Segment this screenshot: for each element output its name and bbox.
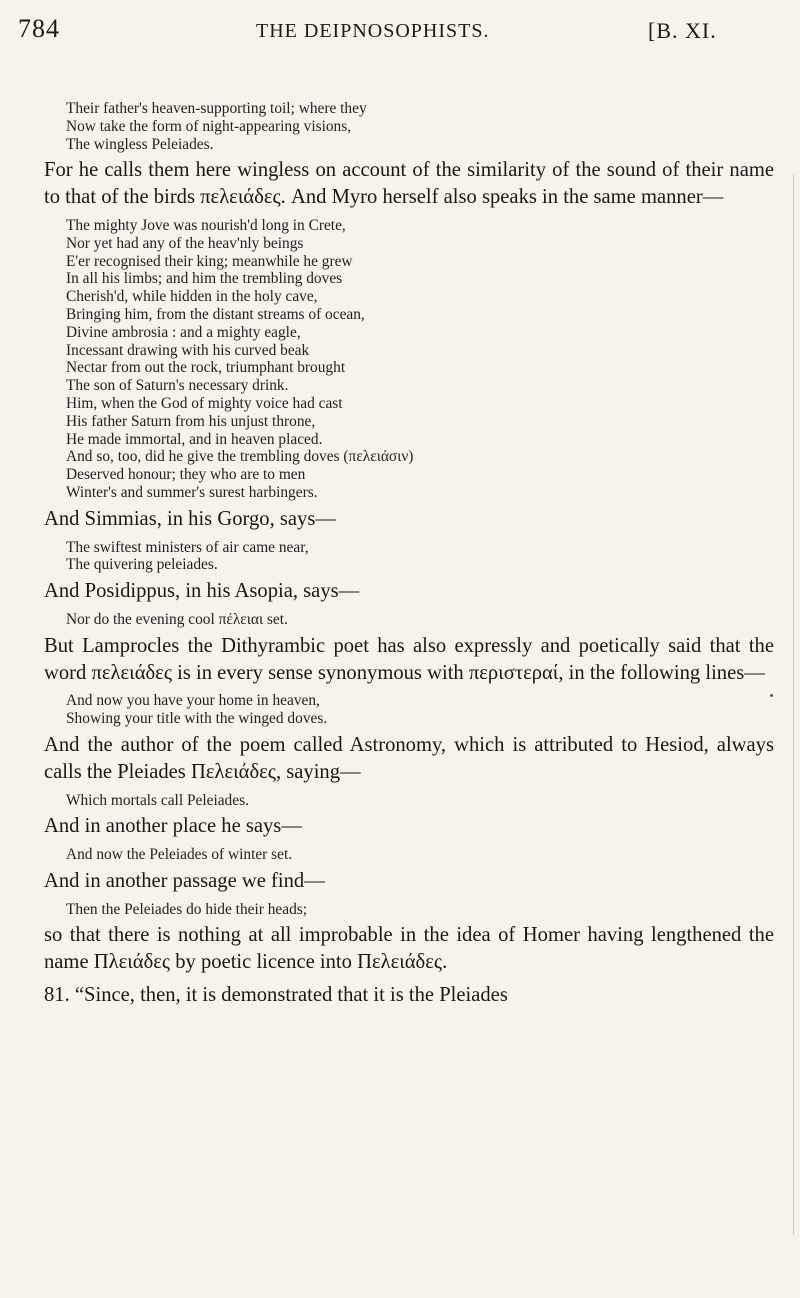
book-reference: [B. XI. xyxy=(648,18,717,43)
verse-line: In all his limbs; and him the trembling doves xyxy=(66,270,343,288)
verse-line: And so, too, did he give the trembling doves (πελειάσιν) xyxy=(66,448,414,466)
verse-line: He made immortal, and in heaven placed. xyxy=(66,430,323,448)
verse-line: Deserved honour; they who are to men xyxy=(66,466,306,484)
verse-quotation xyxy=(66,539,774,575)
page-number: 784 xyxy=(18,14,60,43)
verse-line: And now you have your home in heaven, xyxy=(66,692,320,710)
verse-line: Nor do the evening cool πέλειαι set. xyxy=(66,610,288,628)
verse-line: And now the Peleiades of winter set. xyxy=(66,846,293,864)
prose-paragraph: 81. “Since, then, it is demonstrated that it is the Pleiades xyxy=(44,984,508,1007)
verse-quotation xyxy=(66,792,774,810)
prose-paragraph: But Lamprocles the Dithyrambic poet has also expressly and poetically said that the word πελειάδες is in every sense synonymous with περιστεραί, in the following lines— xyxy=(44,634,774,684)
verse-line: Then the Peleiades do hide their heads; xyxy=(66,900,308,918)
verse-quotation xyxy=(66,692,774,728)
verse-quotation xyxy=(66,846,774,864)
verse-quotation xyxy=(66,901,774,919)
verse-line: Bringing him, from the distant streams of ocean, xyxy=(66,305,365,323)
verse-line: Him, when the God of mighty voice had cast xyxy=(66,394,343,412)
verse-line: Showing your title with the winged doves. xyxy=(66,710,328,728)
verse-quotation xyxy=(66,100,774,153)
verse-line: Incessant drawing with his curved beak xyxy=(66,341,310,359)
running-title: THE DEIPNOSOPHISTS. xyxy=(256,20,490,42)
verse-line: The wingless Peleiades. xyxy=(66,135,214,153)
print-speck xyxy=(770,694,773,697)
verse-quotation xyxy=(66,217,774,502)
verse-line: Nectar from out the rock, triumphant brought xyxy=(66,359,346,377)
verse-quotation xyxy=(66,611,774,629)
verse-line: The swiftest ministers of air came near, xyxy=(66,538,309,556)
verse-line: The quivering peleiades. xyxy=(66,556,218,574)
verse-line: E'er recognised their king; meanwhile he grew xyxy=(66,252,353,270)
verse-line: Nor yet had any of the heav'nly beings xyxy=(66,234,304,252)
verse-line: The mighty Jove was nourish'd long in Crete, xyxy=(66,216,346,234)
verse-line: Divine ambrosia : and a mighty eagle, xyxy=(66,323,301,341)
prose-paragraph: For he calls them here wingless on account of the similarity of the sound of their name to that of the birds πελειάδες. And Myro herself also speaks in the same manner— xyxy=(44,159,774,209)
prose-paragraph: And in another place he says— xyxy=(44,815,302,838)
verse-line: The son of Saturn's necessary drink. xyxy=(66,377,289,395)
prose-paragraph: And the author of the poem called Astronomy, which is attributed to Hesiod, always calls the Pleiades Πελειάδες, saying— xyxy=(44,733,774,783)
prose-paragraph: And Posidippus, in his Asopia, says— xyxy=(44,580,360,603)
page-body xyxy=(44,100,774,1015)
verse-line: Winter's and summer's surest harbingers. xyxy=(66,483,318,501)
verse-line: Cherish'd, while hidden in the holy cave, xyxy=(66,288,318,306)
page-edge-shadow xyxy=(793,175,794,1235)
page-header xyxy=(18,14,778,54)
verse-line: Now take the form of night-appearing visions, xyxy=(66,117,352,135)
prose-paragraph: And Simmias, in his Gorgo, says— xyxy=(44,507,336,530)
verse-line: Their father's heaven-supporting toil; where they xyxy=(66,100,367,117)
prose-paragraph: so that there is nothing at all improbable in the idea of Homer having lengthened the name Πλειάδες by poetic licence into Πελειάδες. xyxy=(44,924,774,974)
prose-paragraph: And in another passage we find— xyxy=(44,869,325,892)
verse-line: Which mortals call Peleiades. xyxy=(66,791,249,809)
verse-line: His father Saturn from his unjust throne, xyxy=(66,412,316,430)
